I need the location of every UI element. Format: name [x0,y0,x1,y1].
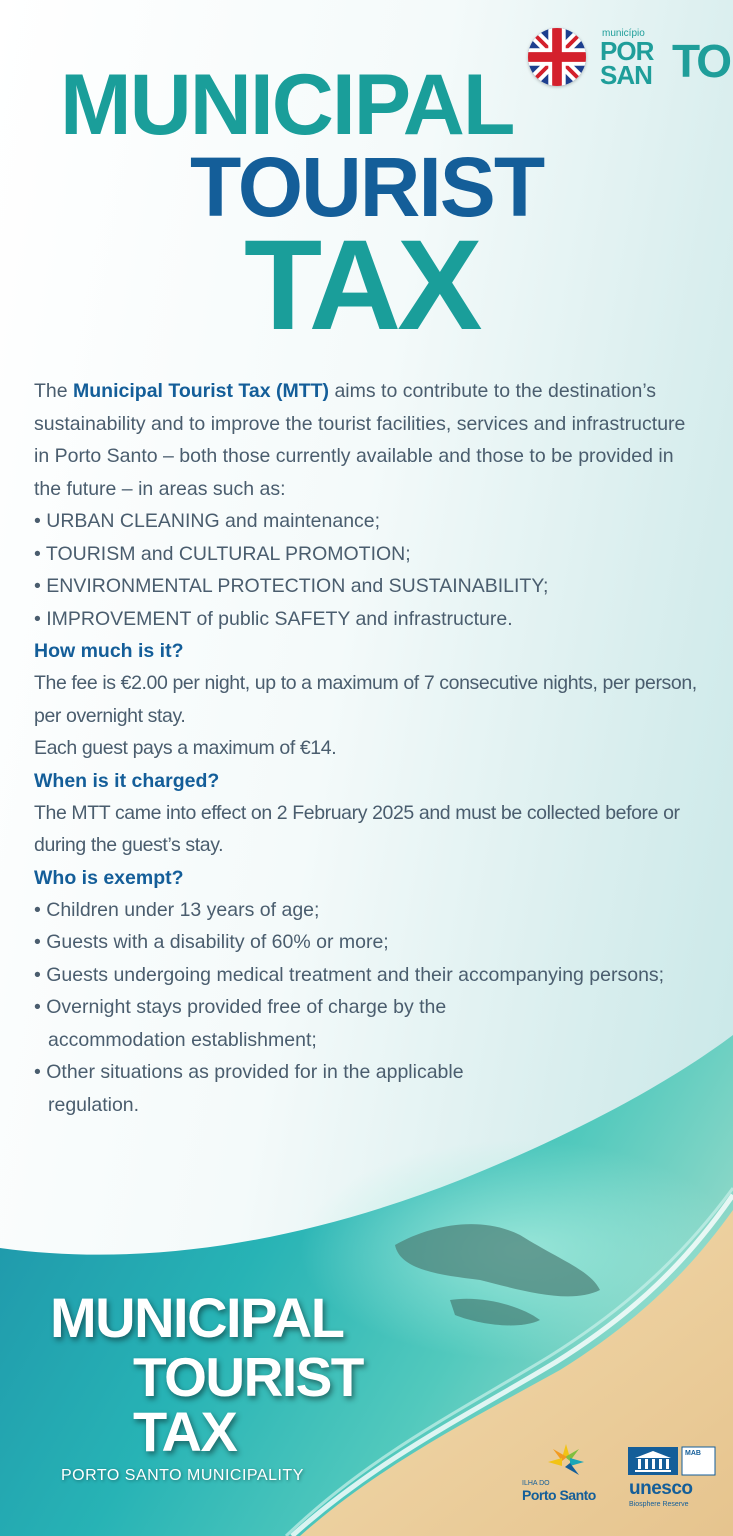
logo-municipio-text: município [602,28,645,39]
area-item: • ENVIRONMENTAL PROTECTION and SUSTAINABILITY; [34,570,704,603]
porto-santo-municipality-logo [598,28,730,90]
headline-tourist: TOURIST [190,140,544,234]
footer-title-tourist: TOURIST [133,1346,363,1408]
intro-lead: The [34,380,74,402]
when-text: The MTT came into effect on 2 February 2025 and must be collected before or during the guest’s stay. [34,801,680,856]
exempt-heading: Who is exempt? [34,866,184,889]
exempt-item: • Other situations as provided for in the applicable regulation. [34,1056,468,1121]
footer-title-tax: TAX [133,1400,237,1463]
area-item: • IMPROVEMENT of public SAFETY and infrastructure. [34,603,704,636]
intro-paragraph [34,375,704,505]
ilha-name-text: Porto Santo [522,1487,596,1503]
exempt-item: • Guests undergoing medical treatment and their accompanying persons; [34,959,704,992]
intro-bold: Municipal Tourist Tax (MTT) [73,380,330,402]
unesco-word: unesco [629,1478,693,1499]
footer-subtitle: PORTO SANTO MUNICIPALITY [61,1467,304,1484]
logo-to-text: TO [672,35,730,87]
how-much-heading: How much is it? [34,640,184,662]
unesco-subtitle: Biosphere Reserve [629,1501,689,1508]
how-much-max: Each guest pays a maximum of €14. [34,737,337,759]
intro-rest: aims to contribute to the destination’s sustainability and to improve the tourist facilities, services and infrastructure in Porto Santo – both those currently available and those to be provided in the future – in areas such as: [34,380,686,500]
unesco-logo [627,1446,717,1512]
logo-por-text: POR [600,36,654,66]
logo-san-text: SAN [600,60,652,90]
uk-flag-icon[interactable] [528,28,586,86]
headline-municipal: MUNICIPAL [60,57,514,153]
footer-title-municipal: MUNICIPAL [50,1286,344,1349]
exempt-item: • Guests with a disability of 60% or more; [34,926,704,959]
area-item: • TOURISM and CULTURAL PROMOTION; [34,538,704,571]
ilha-small-text: ILHA DO [522,1480,550,1487]
unesco-temple-icon [627,1446,717,1476]
area-item: • URBAN CLEANING and maintenance; [34,505,704,538]
mab-text: MAB [685,1450,701,1457]
headline-tax: TAX [244,214,479,357]
when-heading: When is it charged? [34,769,220,792]
sun-icon [520,1442,612,1482]
main-content [34,375,704,1121]
how-much-text: The fee is €2.00 per night, up to a maximum of 7 consecutive nights, per person, per overnight stay. [34,672,697,727]
exempt-item: • Children under 13 years of age; [34,894,704,927]
exempt-item: • Overnight stays provided free of charge by the accommodation establishment; [34,991,568,1056]
ilha-porto-santo-logo [520,1442,612,1506]
